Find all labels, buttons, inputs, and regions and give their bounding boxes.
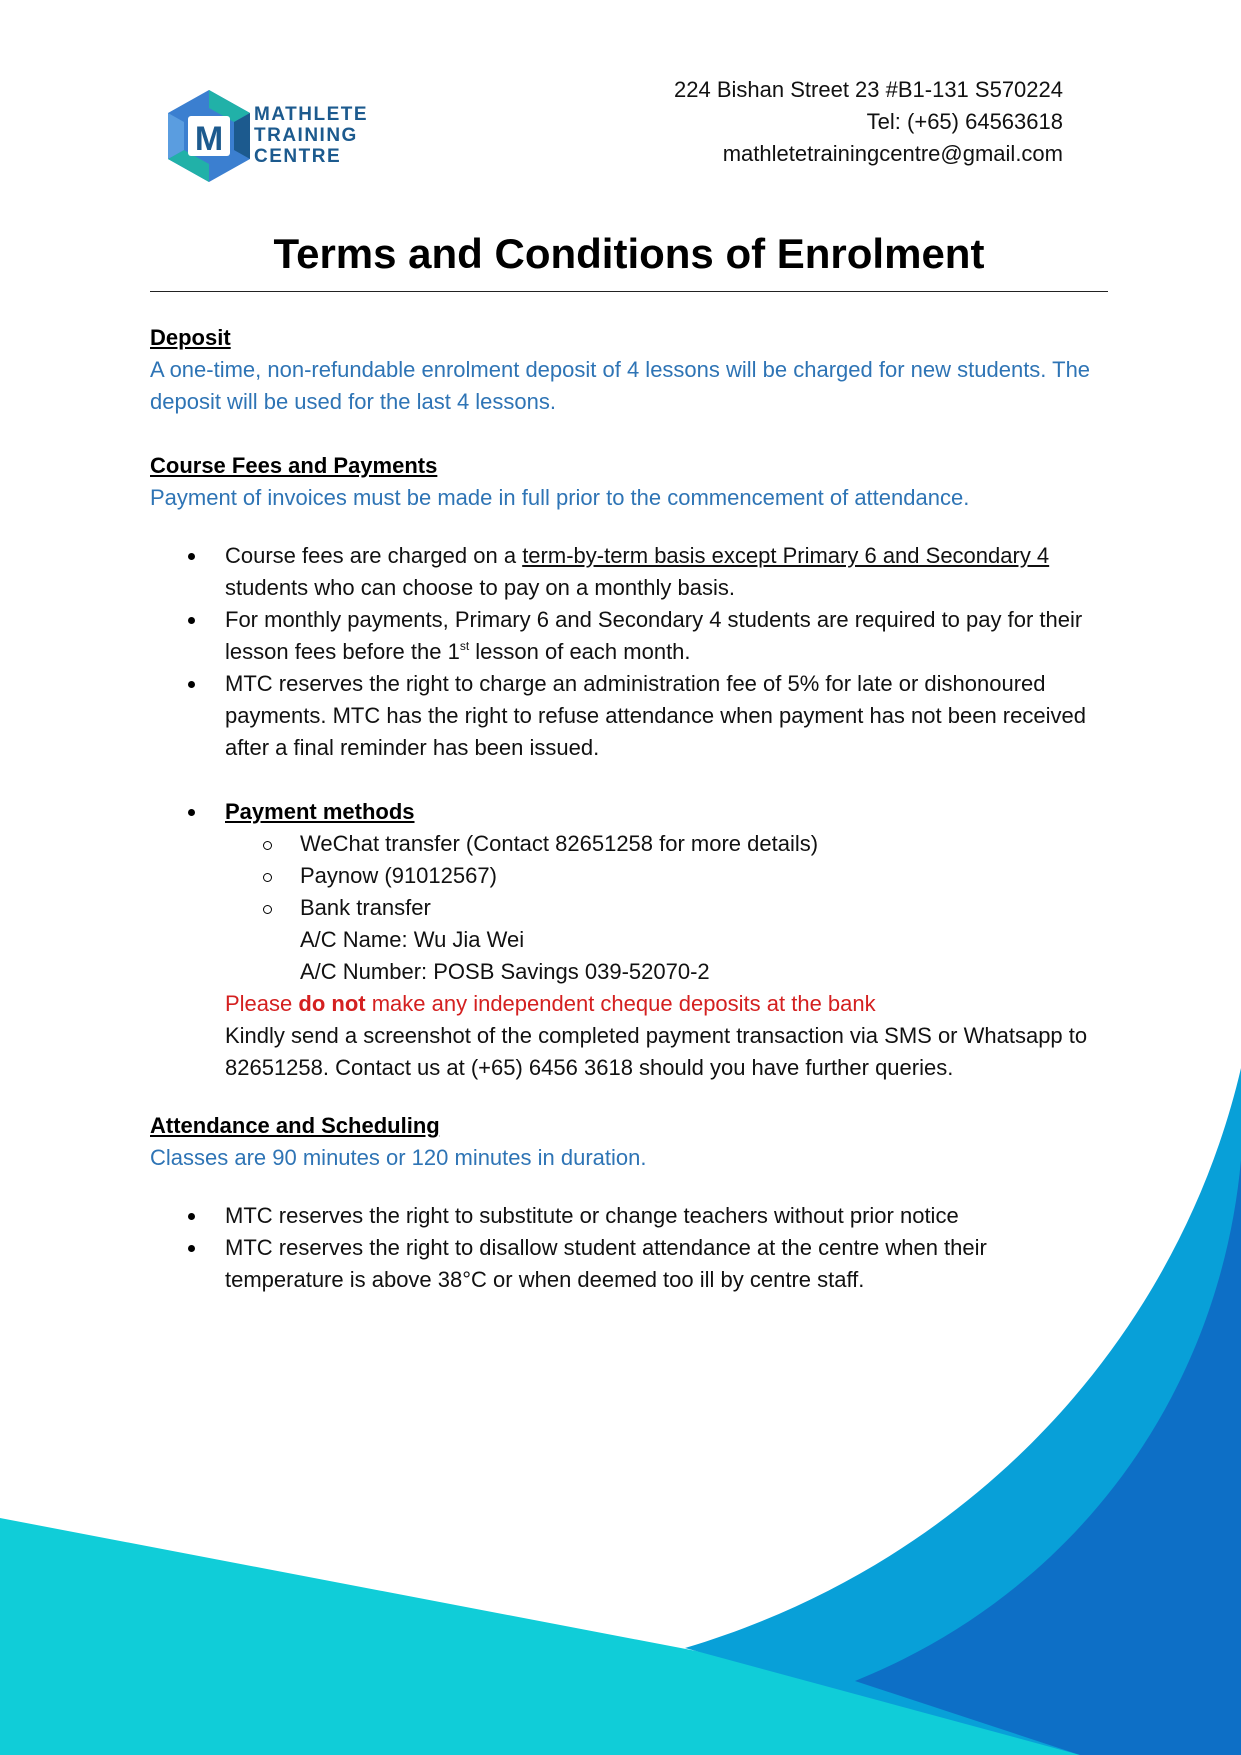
fees-heading: Course Fees and Payments (150, 453, 438, 478)
address: 224 Bishan Street 23 #B1-131 S570224 (674, 77, 1063, 102)
sub-bullet-icon (263, 841, 272, 850)
list-item: Paynow (91012567) (225, 860, 1100, 892)
telephone: Tel: (+65) 64563618 (866, 109, 1063, 134)
payment-methods-detail (150, 828, 1100, 1084)
sub-bullet-icon (263, 873, 272, 882)
contact-block (674, 74, 1063, 170)
list-item: MTC reserves the right to substitute or change teachers without prior notice (150, 1200, 1100, 1232)
account-number: A/C Number: POSB Savings 039-52070-2 (300, 959, 710, 984)
bullet-icon (188, 617, 195, 624)
fees-intro: Payment of invoices must be made in full prior to the commencement of attendance. (150, 485, 970, 510)
list-item: MTC reserves the right to charge an administration fee of 5% for late or dishonoured payments. MTC has the right to refuse attendance when payment has not been received after a final reminder has been issued. (150, 668, 1100, 764)
bullet-icon (188, 681, 195, 688)
bullet-icon (188, 1213, 195, 1220)
cheque-warning: Please do not make any independent cheque deposits at the bank (225, 991, 876, 1016)
payment-methods-heading: Payment methods (225, 799, 415, 824)
title-divider (150, 291, 1108, 292)
list-item: MTC reserves the right to disallow student attendance at the centre when their temperature is above 38°C or when deemed too ill by centre staff. (150, 1232, 1100, 1296)
deposit-text: A one-time, non-refundable enrolment deposit of 4 lessons will be charged for new students. The deposit will be used for the last 4 lessons. (150, 357, 1091, 414)
logo-wordmark (254, 104, 368, 167)
attendance-intro: Classes are 90 minutes or 120 minutes in duration. (150, 1145, 647, 1170)
payment-note: Kindly send a screenshot of the completed payment transaction via SMS or Whatsapp to 82651258. Contact us at (+65) 6456 3618 should you have further queries. (225, 1023, 1088, 1080)
attendance-heading: Attendance and Scheduling (150, 1113, 440, 1138)
fees-bullet-list (150, 540, 1100, 764)
deposit-heading: Deposit (150, 325, 231, 350)
page-title: Terms and Conditions of Enrolment (273, 230, 985, 277)
list-item: Bank transfer A/C Name: Wu Jia Wei A/C Number: POSB Savings 039-52070-2 (225, 892, 1100, 988)
payment-methods-list (150, 796, 1100, 828)
account-name: A/C Name: Wu Jia Wei (300, 927, 525, 952)
logo-line-1: MATHLETE (254, 104, 369, 125)
payment-options (225, 828, 1100, 988)
bullet-icon (188, 553, 195, 560)
bullet-icon (188, 809, 195, 816)
logo-line-2: TRAINING (254, 125, 358, 146)
email: mathletetrainingcentre@gmail.com (722, 141, 1063, 166)
terms-body (150, 322, 1100, 1296)
term-basis-underlined: term-by-term basis except Primary 6 and Secondary 4 (522, 543, 1050, 568)
list-item: For monthly payments, Primary 6 and Secondary 4 students are required to pay for their lesson fees before the 1st lesson of each month. (150, 604, 1100, 668)
attendance-bullet-list (150, 1200, 1100, 1296)
svg-text:M: M (194, 120, 224, 158)
bullet-icon (188, 1245, 195, 1252)
logo-line-3: CENTRE (254, 146, 342, 167)
hexagon-logo-icon (164, 88, 254, 184)
sub-bullet-icon (263, 905, 272, 914)
list-item (150, 796, 1100, 828)
mtc-logo (164, 88, 394, 184)
list-item: Course fees are charged on a term-by-term basis except Primary 6 and Secondary 4 students who can choose to pay on a monthly basis. (150, 540, 1100, 604)
list-item: WeChat transfer (Contact 82651258 for more details) (225, 828, 1100, 860)
